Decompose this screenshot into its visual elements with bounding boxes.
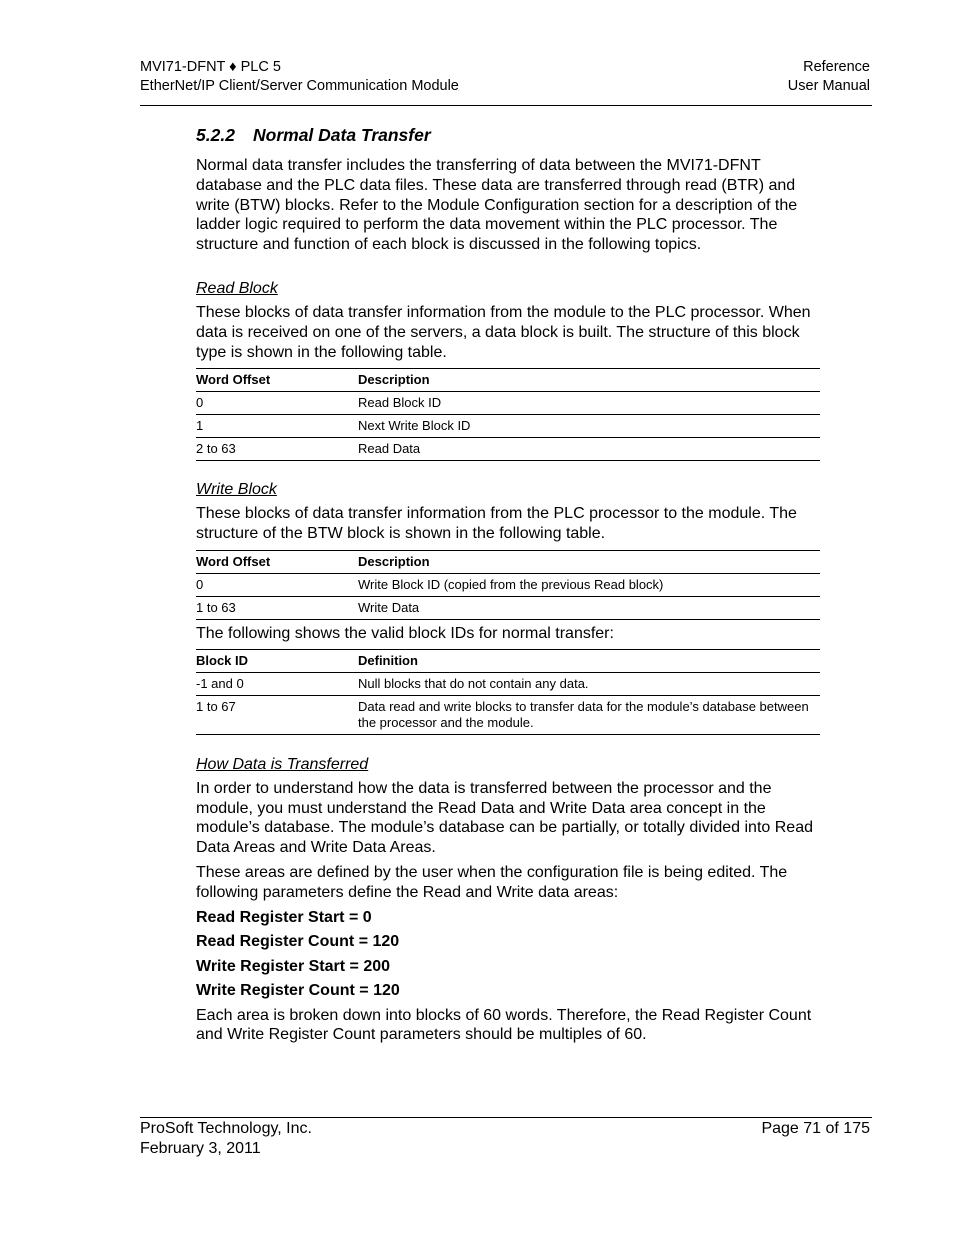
page-content xyxy=(196,124,820,1045)
table-cell: 1 to 67 xyxy=(196,698,236,714)
header-manual: User Manual xyxy=(787,78,870,94)
footer-divider xyxy=(140,1117,872,1118)
table-row xyxy=(196,392,820,415)
table-cell: Null blocks that do not contain any data. xyxy=(358,675,589,691)
table-row xyxy=(196,415,820,438)
page-footer-right xyxy=(761,1119,870,1139)
header-module: EtherNet/IP Client/Server Communication Module xyxy=(140,78,459,94)
table-cell: 2 to 63 xyxy=(196,441,236,457)
page-header-left xyxy=(140,58,459,96)
section-number: 5.2.2 xyxy=(196,125,235,145)
column-header: Description xyxy=(358,372,430,388)
table-row xyxy=(196,695,820,734)
parameter-line: Write Register Count = 120 xyxy=(196,982,400,1000)
table-row xyxy=(196,438,820,461)
table-cell: Read Block ID xyxy=(358,395,442,411)
table-row xyxy=(196,672,820,695)
footer-date: February 3, 2011 xyxy=(140,1139,261,1157)
block-ids-intro: The following shows the valid block IDs for normal transfer: xyxy=(196,624,614,642)
page-footer-left xyxy=(140,1119,312,1158)
column-header: Word Offset xyxy=(196,553,271,569)
table-cell: 0 xyxy=(196,576,204,592)
table-row xyxy=(196,596,820,619)
table-cell: Write Data xyxy=(358,599,420,615)
column-header: Block ID xyxy=(196,652,249,668)
table-cell: 1 to 63 xyxy=(196,599,236,615)
parameter-line: Read Register Count = 120 xyxy=(196,933,400,951)
table-row xyxy=(196,573,820,596)
table-cell: Write Block ID (copied from the previous Read block) xyxy=(358,576,664,592)
transfer-paragraph: Each area is broken down into blocks of 60 words. Therefore, the Read Register Count and Write Register Count parameters should be multiples of 60. xyxy=(196,1006,812,1044)
table-cell: Read Data xyxy=(358,441,421,457)
section-heading xyxy=(196,124,820,146)
header-divider xyxy=(140,105,872,106)
table-cell: -1 and 0 xyxy=(196,675,244,691)
transfer-heading: How Data is Transferred xyxy=(196,755,369,773)
page-number: Page 71 of 175 xyxy=(761,1120,870,1137)
write-block-table xyxy=(196,550,820,620)
section-title: Normal Data Transfer xyxy=(253,125,431,145)
table-header-row xyxy=(196,649,820,672)
transfer-paragraph: These areas are defined by the user when the configuration file is being edited. The following parameters define the Read and Write data areas: xyxy=(196,863,788,901)
column-header: Description xyxy=(358,553,430,569)
table-cell: Next Write Block ID xyxy=(358,418,471,434)
read-block-text: These blocks of data transfer information from the module to the PLC processor. When data is received on one of the servers, a data block is built. The structure of this block type is shown in the following table. xyxy=(196,303,811,361)
read-block-heading: Read Block xyxy=(196,279,278,297)
parameter-line: Write Register Start = 200 xyxy=(196,957,391,975)
table-header-row xyxy=(196,369,820,392)
column-header: Word Offset xyxy=(196,372,271,388)
block-ids-table xyxy=(196,649,820,735)
write-block-text: These blocks of data transfer information from the PLC processor to the module. The structure of the BTW block is shown in the following table. xyxy=(196,505,797,543)
footer-company: ProSoft Technology, Inc. xyxy=(140,1120,312,1137)
page-header-right xyxy=(788,58,870,96)
table-cell: 0 xyxy=(196,395,204,411)
column-header: Definition xyxy=(358,652,418,668)
parameter-line: Read Register Start = 0 xyxy=(196,908,372,926)
read-block-table xyxy=(196,368,820,461)
table-cell: 1 xyxy=(196,418,204,434)
table-cell: Data read and write blocks to transfer data for the module’s database between the processor and the module. xyxy=(358,698,809,730)
intro-paragraph: Normal data transfer includes the transferring of data between the MVI71-DFNT database and the PLC data files. These data are transferred through read (BTR) and write (BTW) blocks. Refer to the Module Configuration section for a description of the ladder logic required to perform the data movement within the PLC processor. The structure and function of each block is discussed in the following topics. xyxy=(196,157,798,254)
table-header-row xyxy=(196,550,820,573)
write-block-heading: Write Block xyxy=(196,481,277,499)
header-reference: Reference xyxy=(803,59,870,75)
transfer-paragraph: In order to understand how the data is transferred between the processor and the module, you must understand the Read Data and Write Data area concept in the module’s database. The module’s database can be partially, or totally divided into Read Data Areas and Write Data Areas. xyxy=(196,779,813,857)
header-product: MVI71-DFNT ♦ PLC 5 xyxy=(140,59,281,75)
